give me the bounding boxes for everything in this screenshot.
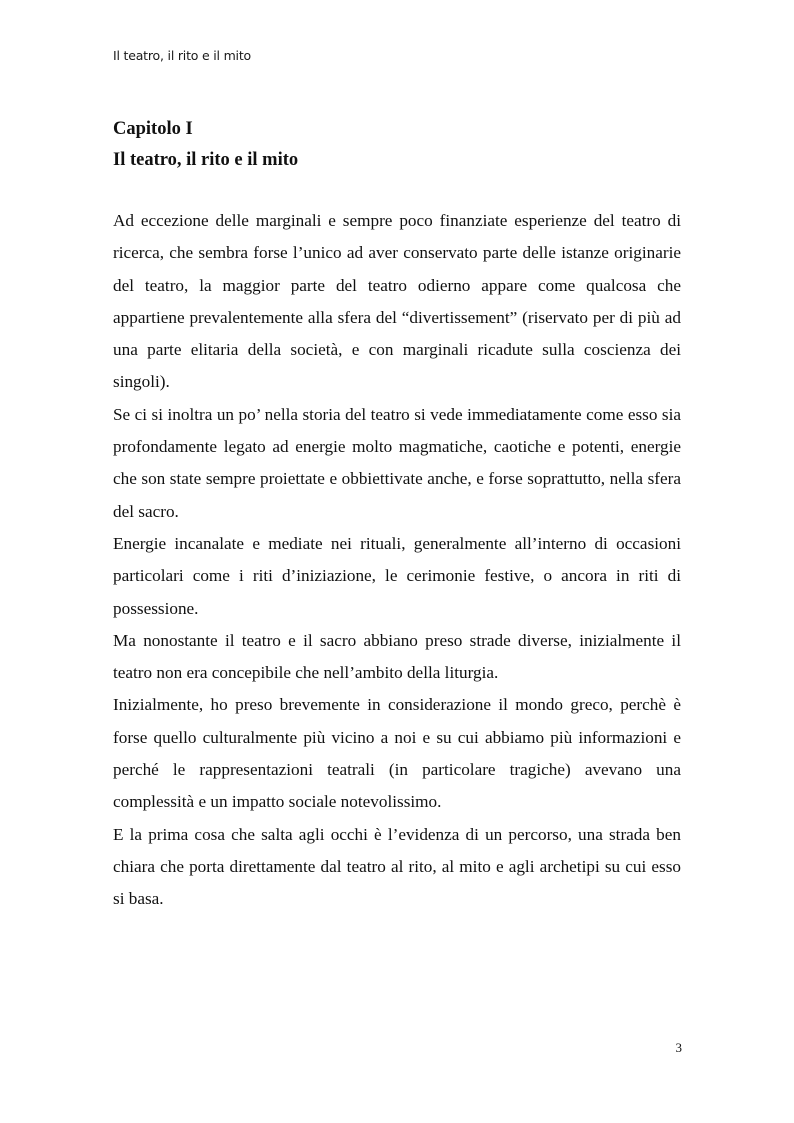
running-header: Il teatro, il rito e il mito bbox=[113, 48, 251, 63]
paragraph: E la prima cosa che salta agli occhi è l’evidenza di un percorso, una strada ben chiara che porta direttamente dal teatro al rito, al mito e agli archetipi su cui esso si basa. bbox=[113, 824, 681, 909]
chapter-heading bbox=[113, 114, 298, 176]
paragraph: Ma nonostante il teatro e il sacro abbiano preso strade diverse, inizialmente il teatro non era concepibile che nell’ambito della liturgia. bbox=[113, 630, 681, 683]
paragraph: Inizialmente, ho preso brevemente in considerazione il mondo greco, perchè è forse quello culturalmente più vicino a noi e su cui abbiamo più informazioni e perché le rappresentazioni teatrali (in particolare tragiche) avevano una complessità e un impatto sociale notevolissimo. bbox=[113, 695, 681, 812]
paragraph: Energie incanalate e mediate nei rituali, generalmente all’interno di occasioni particolari come i riti d’iniziazione, le cerimonie festive, o ancora in riti di possessione. bbox=[113, 533, 681, 618]
chapter-title: Il teatro, il rito e il mito bbox=[113, 150, 299, 170]
body-text bbox=[113, 205, 681, 916]
chapter-number: Capitolo I bbox=[113, 119, 193, 139]
page-number: 3 bbox=[675, 1040, 682, 1055]
paragraph: Se ci si inoltra un po’ nella storia del teatro si vede immediatamente come esso sia profondamente legato ad energie molto magmatiche, caotiche e potenti, energie che son state sempre proiettate e obbiettivate anche, e forse soprattutto, nella sfera del sacro. bbox=[113, 404, 681, 521]
paragraph: Ad eccezione delle marginali e sempre poco finanziate esperienze del teatro di ricerca, che sembra forse l’unico ad aver conservato parte delle istanze originarie del teatro, la maggior parte del teatro odierno appare come qualcosa che appartiene prevalentemente alla sfera del “divertissement” (riservato per di più ad una parte elitaria della società, e con marginali ricadute sulla coscienza dei singoli). bbox=[113, 211, 681, 392]
